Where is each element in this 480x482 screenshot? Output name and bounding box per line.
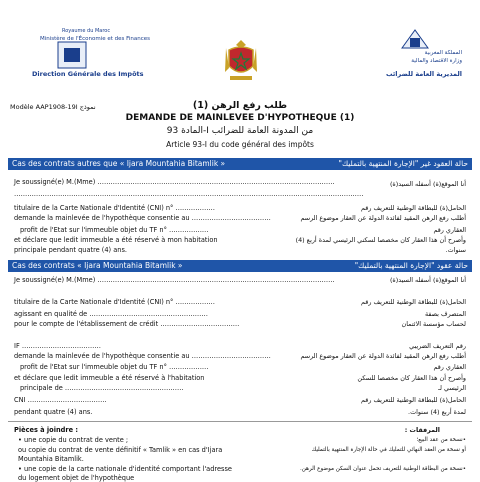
s2-ar-line: لمدة أربع (4) سنوات. <box>408 408 466 416</box>
s1-fr-line: titulaire de la Carte Nationale d'Identité (CNI) n° ……………… <box>14 204 216 212</box>
s1-ar-line: أنا الموقع(ة) أسفله السيد(ة) <box>389 180 466 188</box>
section2-band-ar: حالة عقود "الإجارة المنتهية بالتمليك" <box>354 261 468 270</box>
logo-line-royaume: Royaume du Maroc <box>62 28 111 34</box>
pieces-ar-item: •نسخة من البطاقة الوطنية للتعريف تحمل عنوان السكن موضوع الرهن. <box>300 466 466 472</box>
pieces-fr-item: ou copie du contrat de vente définitif « Tamlik » en cas d'Ijara <box>18 446 223 454</box>
logo-line-dgi: Direction Générale des Impôts <box>32 70 144 78</box>
pieces-fr-item: du logement objet de l'hypothèque <box>18 474 135 482</box>
s1-ar-line: سنوات. <box>445 246 466 254</box>
s2-fr-line: et déclare que ledit immeuble a été réservé à l'habitation <box>14 374 205 382</box>
pieces-ar-item: أو نسخة من العقد النهائي للتمليك في حالة الإجارة المنتهية بالتمليك <box>311 447 466 453</box>
section1-band-fr: Cas des contrats autres que « Ijara Mountahia Bitamlik » <box>12 159 226 168</box>
s2-ar-line: رقم التعريف الضريبي <box>409 342 466 350</box>
s2-fr-line: IF ……………………………… <box>14 342 101 350</box>
article-french: Article 93-I du code général des impôts <box>166 140 314 149</box>
logo-ar-line2: وزارة الاقتصاد والمالية <box>411 58 462 64</box>
s2-ar-line: المتصرف بصفة <box>424 310 466 318</box>
s2-fr-line: profit de l'Etat sur l'immeuble objet du TF n° ……………… <box>20 363 209 371</box>
pieces-separator <box>8 421 472 422</box>
dgi-emblem-icon <box>54 38 90 72</box>
s2-fr-line: principale de ……………………………………………… <box>20 384 184 392</box>
s1-fr-line: profit de l'Etat sur l'immeuble objet du TF n° ……………… <box>20 226 209 234</box>
s1-fr-line: demande la mainlevée de l'hypothèque consentie au ……………………………… <box>14 214 271 222</box>
title-french: DEMANDE DE MAINLEVEE D'HYPOTHEQUE (1) <box>125 113 355 123</box>
section1-band <box>8 158 472 170</box>
s1-ar-line: الحامل(ة) للبطاقة الوطنية للتعريف رقم <box>361 204 466 212</box>
model-number: Modèle AAP1908-19I نموذج <box>10 103 96 111</box>
section1-band-ar: حالة العقود غير "الإجارة المنتهية بالتمليك" <box>338 159 468 168</box>
dgi-logo-right <box>370 28 470 80</box>
s2-fr-line: pendant quatre (4) ans. <box>14 408 93 416</box>
logo-ar-line3: المديرية العامة للضرائب <box>385 70 462 78</box>
dgi-logo-left <box>18 28 151 80</box>
s2-fr-line: agissant en qualité de ……………………………………………… <box>14 310 208 318</box>
s1-fr-line: et déclare que ledit immeuble a été réservé à mon habitation <box>14 236 218 244</box>
s1-fr-line: Je soussigné(e) M.(Mme) ……………………………………………………………………………………………… <box>14 178 335 186</box>
s2-fr-line: titulaire de la Carte Nationale d'Identité (CNI) n° ……………… <box>14 298 216 306</box>
s2-fr-line: demande la mainlevée de l'hypothèque consentie au ……………………………… <box>14 352 271 360</box>
s1-fr-line: principale pendant quatre (4) ans. <box>14 246 127 254</box>
s2-fr-line: Je soussigné(e) M.(Mme) ……………………………………………………………………………………………… <box>14 276 335 284</box>
s1-ar-line: أطلب رفع الرهن المقيد لفائدة الدولة عن العقار موضوع الرسم <box>300 214 466 222</box>
pieces-ar-item: •نسخة من عقد البيع؛ <box>416 437 466 443</box>
section2-band <box>8 260 472 272</box>
section2-band-fr: Cas des contrats « Ijara Mountahia Bitamlik » <box>12 261 183 270</box>
logo-line-ministere: Ministère de l'Économie et des Finances <box>40 36 151 42</box>
s1-ar-line: وأصرح أن هذا العقار كان مخصصا لسكني الرئيسي لمدة أربع (4) <box>295 236 466 244</box>
pieces-title-ar: المرفقات : <box>404 426 440 434</box>
s2-ar-line: الحامل(ة) للبطاقة الوطنية للتعريف رقم <box>361 298 466 306</box>
s2-fr-line: CNI ……………………………… <box>14 396 107 404</box>
pieces-title-fr: Pièces à joindre : <box>14 426 79 434</box>
s2-fr-line: pour le compte de l'établissement de crédit ……………………………… <box>14 320 240 328</box>
s1-ar-line: العقاري رقم <box>433 226 466 234</box>
coat-of-arms-icon <box>222 38 260 84</box>
s2-ar-line: الرئيسي لـ <box>438 384 466 392</box>
s2-ar-line: العقاري رقم <box>433 363 466 371</box>
article-arabic: المادة 93-I من المدونة العامة للضرائب <box>166 126 314 136</box>
s2-ar-line: أنا الموقع(ة) أسفله السيد(ة) <box>389 276 466 284</box>
s2-ar-line: وأصرح أن هذا العقار كان مخصصا للسكن <box>357 374 466 382</box>
pieces-fr-item: • une copie de la carte nationale d'identité comportant l'adresse <box>18 465 232 473</box>
s2-ar-line: أطلب رفع الرهن المقيد لفائدة الدولة عن العقار موضوع الرسم <box>300 352 466 360</box>
logo-ar-line1: المملكة المغربية <box>424 50 462 56</box>
s2-ar-line: الحامل(ة) للبطاقة الوطنية للتعريف رقم <box>361 396 466 404</box>
pieces-fr-item: • une copie du contrat de vente ; <box>18 436 129 444</box>
title-arabic: طلب رفع الرهن (1) <box>192 100 288 111</box>
s1-fr-line: …………………………………………………………………………………………………………………………………………… <box>14 190 364 198</box>
dgi-emblem-icon-right <box>400 28 430 50</box>
pieces-fr-item: Mountahia Bitamlik. <box>18 455 84 463</box>
s2-ar-line: لحساب مؤسسة الائتمان <box>401 320 466 328</box>
